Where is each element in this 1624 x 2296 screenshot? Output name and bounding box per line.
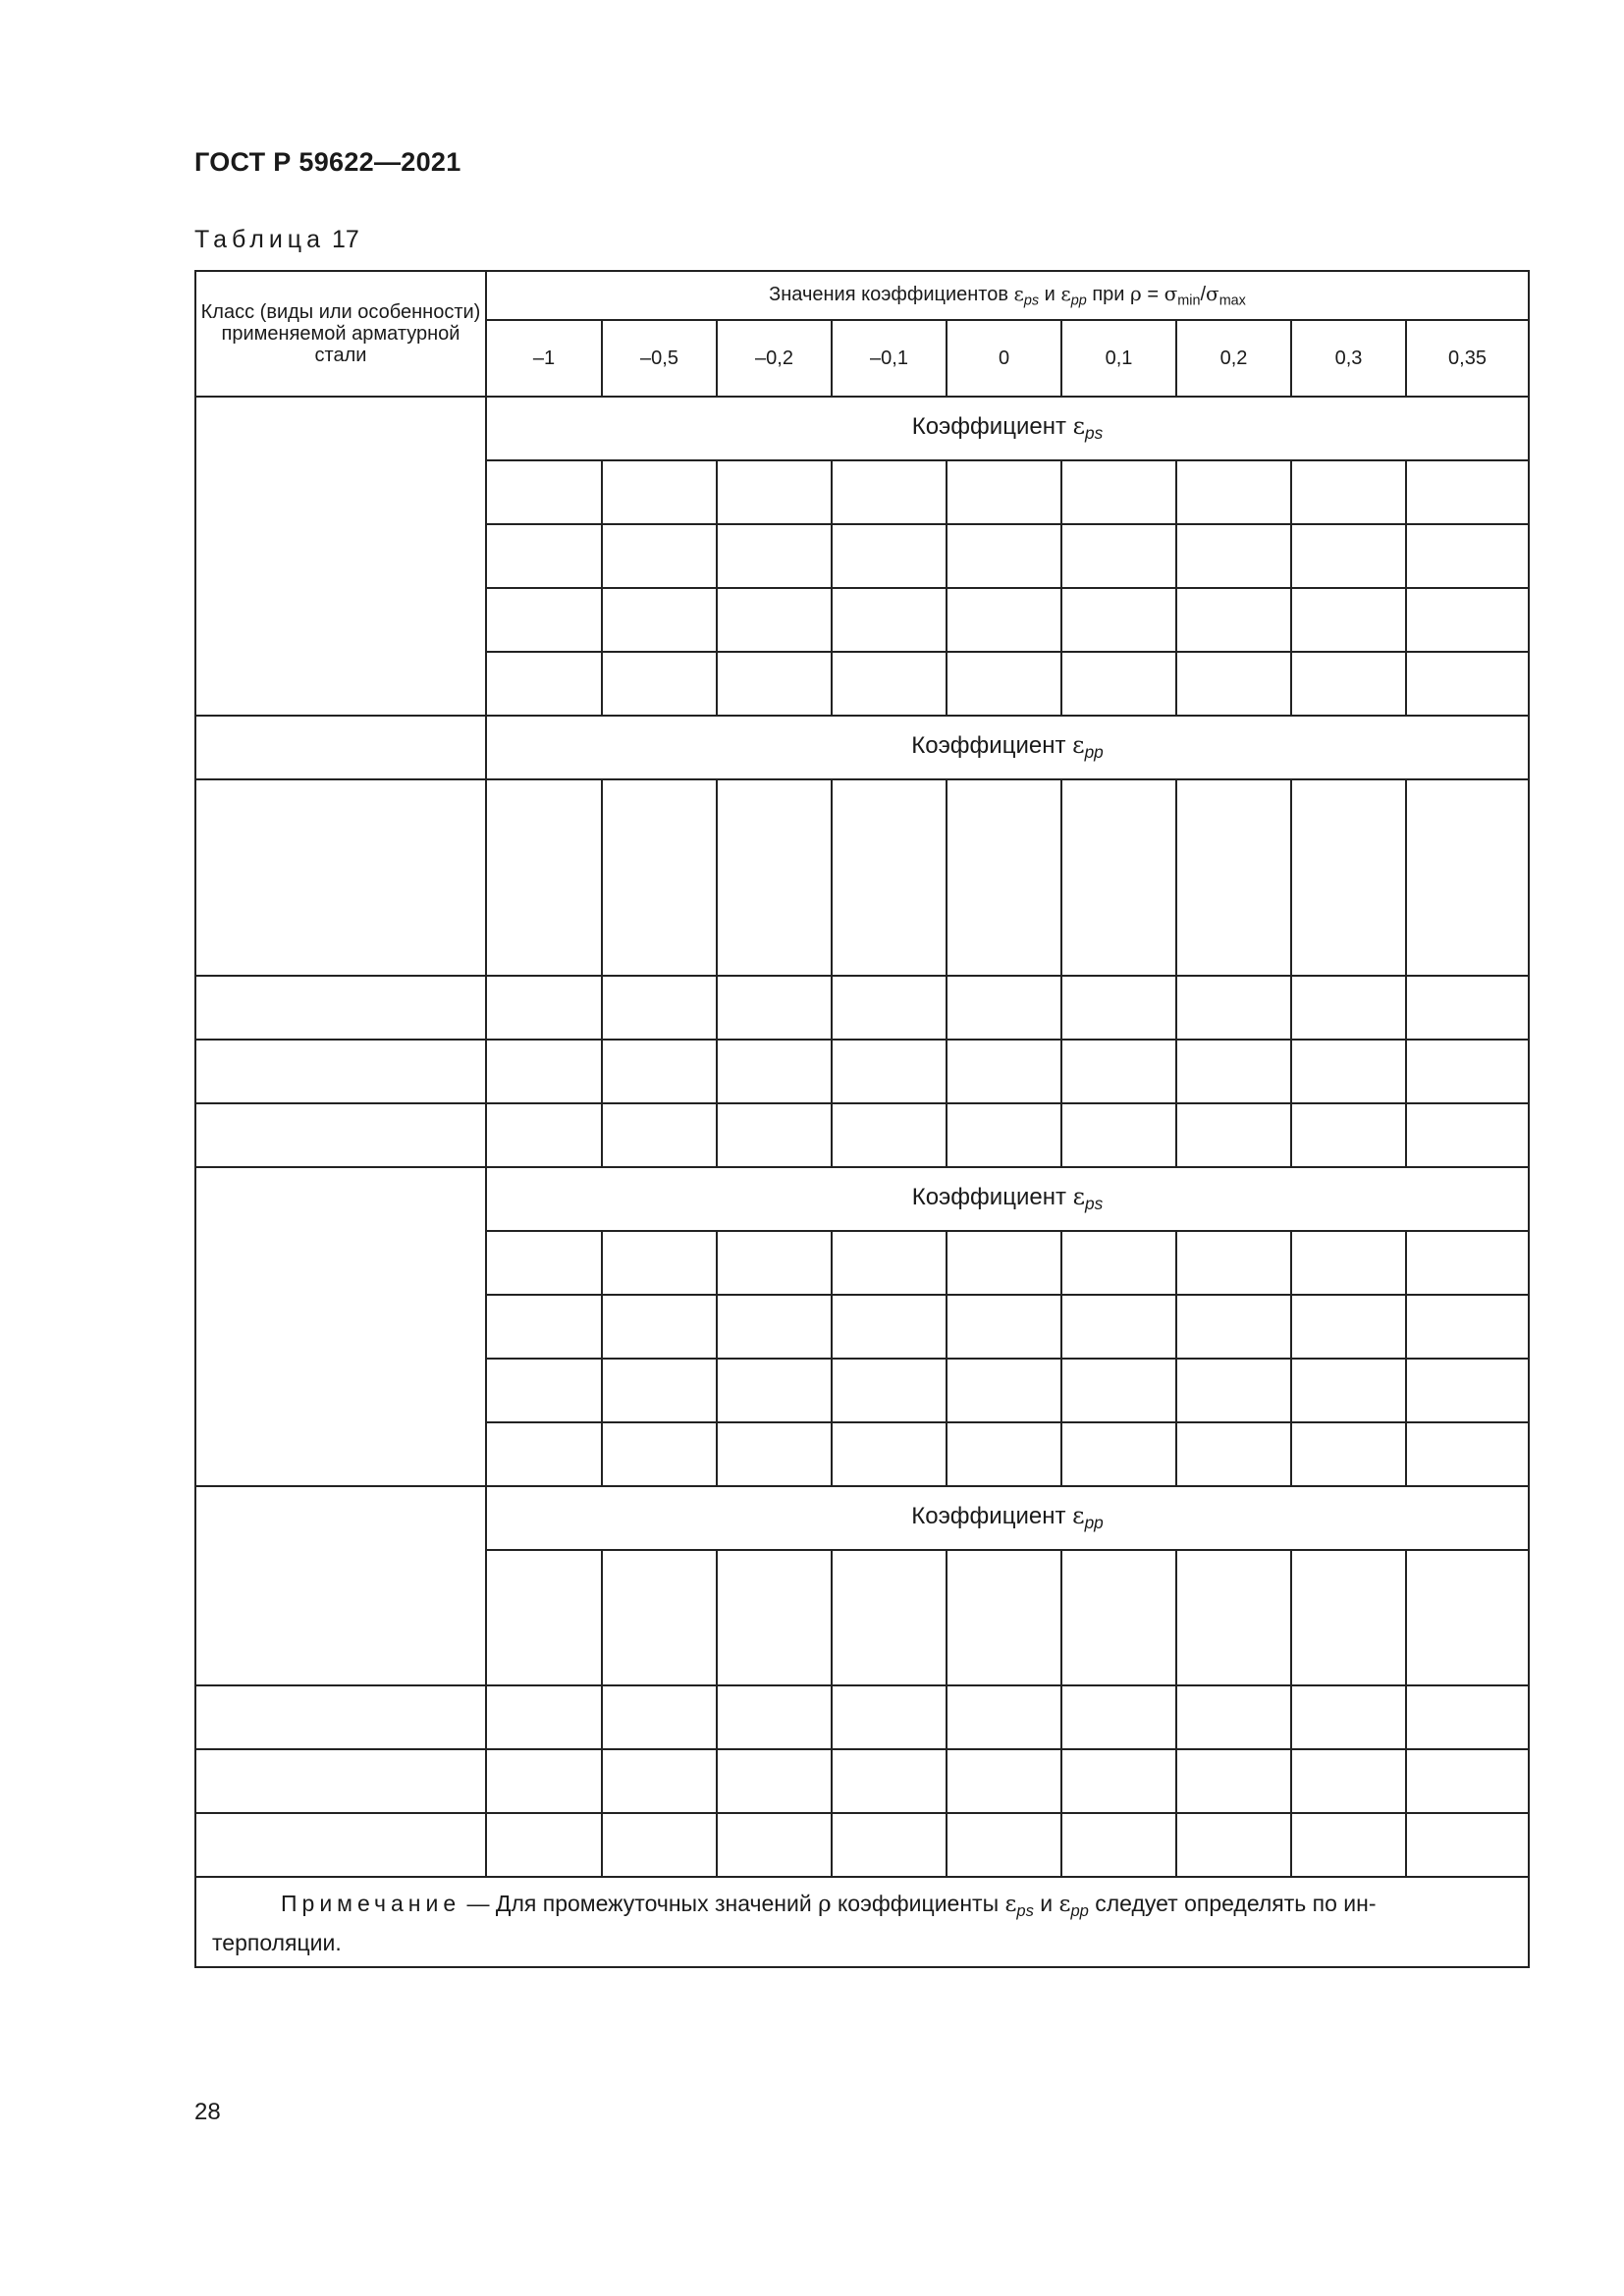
value-cell [947,1040,1061,1103]
value-cell [1061,524,1176,588]
value-cell [1406,652,1529,716]
class-cell-empty [195,716,486,779]
rho-value-cell: 0,2 [1176,320,1291,397]
value-cell [486,1422,602,1486]
value-cell [947,652,1061,716]
values-header: Значения коэффициентов $\varepsilon_{ps}$ и $\varepsilon_{pp}$ при $\rho = \sigma_{min}/\sigma_{max}$ [486,271,1529,320]
value-cell [486,1295,602,1359]
value-cell [1061,1685,1176,1749]
value-cell [602,976,717,1040]
value-cell [717,524,832,588]
page-number: 28 [194,2099,221,2125]
value-cell [1406,460,1529,524]
value-cell [1406,1359,1529,1422]
value-cell [832,1359,947,1422]
coefficient-table [194,270,1530,1968]
value-cell [1176,524,1291,588]
value-cell [1061,1295,1176,1359]
value-cell [1291,524,1406,588]
value-cell [947,1685,1061,1749]
value-cell [602,524,717,588]
value-cell [486,976,602,1040]
value-cell [1061,1103,1176,1167]
class-label-cell [195,1040,486,1103]
value-cell [486,1685,602,1749]
value-cell [602,1550,717,1685]
value-cell [1176,1295,1291,1359]
class-label [212,1234,485,1296]
rho-value-cell: –0,2 [717,320,832,397]
value-cell [1061,1040,1176,1103]
class-label [212,649,485,711]
value-cell [1406,524,1529,588]
value-cell [486,588,602,652]
value-cell [947,1359,1061,1422]
value-cell [1291,1422,1406,1486]
value-cell [832,1103,947,1167]
value-cell [486,524,602,588]
value-cell [717,779,832,976]
class-cell-a600 [195,1486,486,1685]
value-cell [486,1749,602,1813]
rho-value-cell: 0,35 [1406,320,1529,397]
value-cell [1406,1422,1529,1486]
value-cell [832,1813,947,1877]
value-cell [1291,1813,1406,1877]
value-cell [832,1685,947,1749]
value-cell [602,1813,717,1877]
value-cell [1061,1749,1176,1813]
value-cell [832,1749,947,1813]
value-cell [832,524,947,588]
class-label [212,1419,485,1481]
table-caption-prefix: Таблица [194,226,326,253]
coefficient-pp-subheader: Коэффициент $\varepsilon_{pp}$ [486,1486,1529,1550]
value-cell [1176,1103,1291,1167]
value-cell [717,1295,832,1359]
class-label-cell [195,1813,486,1877]
value-cell [717,460,832,524]
value-cell [717,1103,832,1167]
value-cell [1406,1040,1529,1103]
value-cell [602,1295,717,1359]
value-cell [1406,1295,1529,1359]
value-cell [947,588,1061,652]
value-cell [1176,976,1291,1040]
value-cell [1406,1550,1529,1685]
value-cell [486,1813,602,1877]
document-code: ГОСТ Р 59622—2021 [194,147,461,177]
value-cell [947,1550,1061,1685]
value-cell [1176,460,1291,524]
value-cell [717,1550,832,1685]
value-cell [1291,1359,1406,1422]
value-cell [832,460,947,524]
value-cell [947,976,1061,1040]
value-cell [602,1422,717,1486]
value-cell [1061,652,1176,716]
value-cell [1406,588,1529,652]
table-note: Примечание — Для промежуточных значений ρ коэффициенты $\varepsilon_{ps}$ и $\varepsilon_{pp}$ следует определять по ин- терполяции. [195,1877,1529,1967]
value-cell [947,1422,1061,1486]
class-label-cell [195,1103,486,1167]
value-cell [947,1103,1061,1167]
table-caption-number: 17 [331,226,359,253]
value-cell [1406,779,1529,976]
value-cell [1406,1103,1529,1167]
value-cell [1061,1359,1176,1422]
value-cell [602,779,717,976]
value-cell [1061,460,1176,524]
value-cell [947,1813,1061,1877]
value-cell [717,1359,832,1422]
value-cell [832,1231,947,1295]
value-cell [486,779,602,976]
value-cell [1291,1749,1406,1813]
rho-value-cell: 0 [947,320,1061,397]
value-cell [717,1813,832,1877]
value-cell [717,652,832,716]
table-caption [194,226,359,254]
class-label [212,463,485,525]
value-cell [1061,779,1176,976]
value-cell [832,976,947,1040]
value-cell [1176,1813,1291,1877]
value-cell [1176,1749,1291,1813]
value-cell [602,1749,717,1813]
value-cell [1406,1685,1529,1749]
value-cell [1406,1231,1529,1295]
value-cell [602,1040,717,1103]
value-cell [1176,1231,1291,1295]
value-cell [717,1422,832,1486]
value-cell [1406,1813,1529,1877]
value-cell [832,1295,947,1359]
value-cell [1061,976,1176,1040]
value-cell [947,1295,1061,1359]
class-label [212,1296,485,1358]
coefficient-ps-subheader: Коэффициент $\varepsilon_{ps}$ [486,397,1529,460]
value-cell [717,588,832,652]
class-label [212,587,485,649]
value-cell [832,1040,947,1103]
class-column-header: Класс (виды или особенности) применяемой арматурной стали [195,271,486,397]
value-cell [602,1231,717,1295]
class-cell-a600 [195,779,486,976]
value-cell [947,1231,1061,1295]
value-cell [717,1231,832,1295]
value-cell [486,1103,602,1167]
value-cell [602,460,717,524]
value-cell [947,1749,1061,1813]
value-cell [1176,1040,1291,1103]
value-cell [486,1359,602,1422]
value-cell [1291,1685,1406,1749]
rho-value-cell: 0,3 [1291,320,1406,397]
value-cell [947,779,1061,976]
value-cell [1291,976,1406,1040]
rho-value-cell: –0,1 [832,320,947,397]
value-cell [832,652,947,716]
class-label-cell [195,1749,486,1813]
rho-value-cell: 0,1 [1061,320,1176,397]
value-cell [947,460,1061,524]
value-cell [1291,1103,1406,1167]
class-cell-group [195,397,486,716]
value-cell [717,1040,832,1103]
value-cell [832,1550,947,1685]
class-label [212,525,485,587]
value-cell [717,1685,832,1749]
value-cell [1061,1422,1176,1486]
value-cell [1176,1685,1291,1749]
value-cell [832,588,947,652]
value-cell [1176,1550,1291,1685]
value-cell [1176,1422,1291,1486]
value-cell [1291,1295,1406,1359]
coefficient-pp-subheader: Коэффициент $\varepsilon_{pp}$ [486,716,1529,779]
class-label-cell [195,976,486,1040]
value-cell [602,1359,717,1422]
value-cell [1061,1813,1176,1877]
value-cell [1176,652,1291,716]
value-cell [1291,652,1406,716]
value-cell [486,1231,602,1295]
value-cell [717,976,832,1040]
value-cell [1291,1550,1406,1685]
class-cell-group [195,1167,486,1486]
value-cell [832,1422,947,1486]
value-cell [486,652,602,716]
value-cell [1291,588,1406,652]
rho-value-cell: –1 [486,320,602,397]
value-cell [1291,1231,1406,1295]
value-cell [832,779,947,976]
value-cell [602,1103,717,1167]
value-cell [1176,588,1291,652]
rho-value-cell: –0,5 [602,320,717,397]
class-label-cell [195,1685,486,1749]
class-label [212,1358,485,1419]
value-cell [1061,1231,1176,1295]
value-cell [1176,1359,1291,1422]
value-cell [1176,779,1291,976]
value-cell [1406,976,1529,1040]
value-cell [1061,1550,1176,1685]
value-cell [1291,1040,1406,1103]
value-cell [486,460,602,524]
value-cell [602,652,717,716]
coefficient-ps-subheader: Коэффициент $\varepsilon_{ps}$ [486,1167,1529,1231]
value-cell [602,1685,717,1749]
value-cell [1291,460,1406,524]
value-cell [486,1550,602,1685]
value-cell [1061,588,1176,652]
value-cell [602,588,717,652]
value-cell [1291,779,1406,976]
value-cell [486,1040,602,1103]
value-cell [717,1749,832,1813]
value-cell [947,524,1061,588]
value-cell [1406,1749,1529,1813]
